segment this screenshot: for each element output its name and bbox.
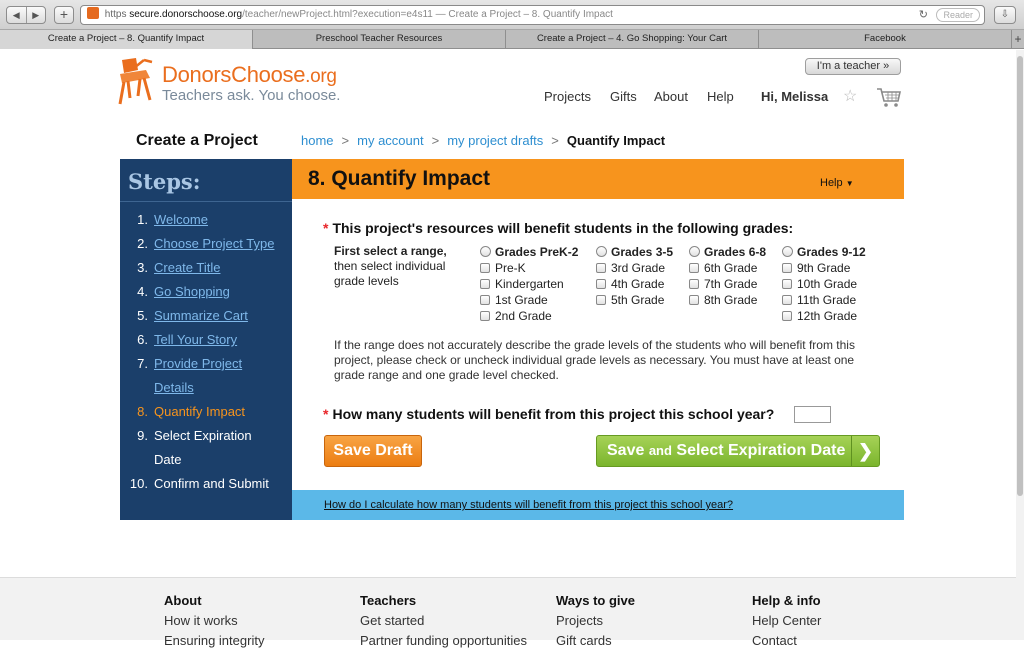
url-host: secure.donorschoose.org	[129, 9, 243, 20]
grade-range-radio[interactable]: Grades 3-5	[596, 245, 673, 261]
checkbox-icon	[782, 311, 792, 321]
tab-bar	[0, 30, 1024, 49]
footer-column-teachers	[360, 593, 527, 653]
step-tell-your-story[interactable]: 6. Tell Your Story	[137, 332, 238, 347]
cart-icon[interactable]	[876, 86, 902, 108]
checkbox-icon	[480, 295, 490, 305]
im-a-teacher-button[interactable]: I'm a teacher »	[805, 58, 901, 75]
footer-link[interactable]: Partner funding opportunities	[360, 633, 527, 648]
checkbox-icon	[596, 279, 606, 289]
grade-checkbox[interactable]: 2nd Grade	[480, 309, 578, 325]
footer-column-about	[164, 593, 264, 653]
chair-logo-icon	[114, 56, 158, 106]
nav-projects[interactable]: Projects	[544, 89, 591, 104]
footer-link[interactable]: Gift cards	[556, 633, 612, 648]
grade-range-radio[interactable]: Grades 6-8	[689, 245, 766, 261]
page-scrollbar[interactable]	[1016, 50, 1024, 640]
footer-link[interactable]: Contact	[752, 633, 797, 648]
step-select-expiration-date: 9. Select Expiration Date	[137, 428, 252, 467]
footer-column-help-info	[752, 593, 821, 653]
save-draft-button[interactable]: Save Draft	[324, 435, 422, 467]
step-choose-project-type[interactable]: 2. Choose Project Type	[137, 236, 275, 251]
grade-checkbox[interactable]: 4th Grade	[596, 277, 673, 293]
browser-tab[interactable]: Create a Project – 8. Quantify Impact	[0, 30, 253, 49]
help-banner	[292, 490, 904, 520]
grade-checkbox[interactable]: 3rd Grade	[596, 261, 673, 277]
step-confirm-and-submit: 10. Confirm and Submit	[129, 476, 269, 491]
required-asterisk: *	[323, 406, 329, 422]
radio-icon	[596, 246, 607, 257]
grade-checkbox[interactable]: 9th Grade	[782, 261, 866, 277]
browser-tab[interactable]: Create a Project – 4. Go Shopping: Your Cart	[506, 30, 759, 49]
breadcrumb-my-account[interactable]: my account	[357, 133, 424, 148]
url-path: /teacher/newProject.html?execution=e4s11 — Create a Project – 8. Quantify Impact	[242, 9, 613, 20]
site-logo[interactable]	[114, 56, 364, 108]
downloads-icon[interactable]: ⇩	[994, 6, 1016, 24]
checkbox-icon	[782, 263, 792, 273]
footer-link[interactable]: Help Center	[752, 613, 822, 628]
steps-sidebar	[120, 159, 292, 520]
reload-icon[interactable]: ↻	[918, 9, 928, 21]
required-asterisk: *	[323, 220, 329, 236]
grade-range-prek-2	[480, 245, 578, 325]
grade-checkbox[interactable]: Pre-K	[480, 261, 578, 277]
step-quantify-impact: 8. Quantify Impact	[137, 404, 246, 419]
grade-range-9-12	[782, 245, 866, 325]
grades-question: * This project's resources will benefit students in the following grades:	[323, 220, 794, 236]
new-tab-button[interactable]: +	[54, 6, 74, 24]
footer-link[interactable]: Projects	[556, 613, 603, 628]
footer-column-ways-to-give	[556, 593, 635, 653]
back-forward-buttons[interactable]	[6, 6, 46, 24]
help-dropdown[interactable]: Help ▼	[820, 177, 854, 189]
divider	[120, 201, 292, 202]
step-welcome[interactable]: 1. Welcome	[137, 212, 208, 227]
panel-header	[292, 159, 904, 199]
user-greeting[interactable]: Hi, Melissa	[761, 89, 829, 104]
grade-range-3-5	[596, 245, 673, 309]
grade-checkbox[interactable]: 10th Grade	[782, 277, 866, 293]
grade-range-radio[interactable]: Grades PreK-2	[480, 245, 578, 261]
grade-checkbox[interactable]: 1st Grade	[480, 293, 578, 309]
panel-title: 8. Quantify Impact	[308, 167, 491, 190]
breadcrumb: home > my account > my project drafts > Quantify Impact	[301, 133, 666, 148]
footer-link[interactable]: Ensuring integrity	[164, 633, 265, 648]
breadcrumb-current: Quantify Impact	[566, 133, 666, 148]
checkbox-icon	[782, 295, 792, 305]
browser-tab[interactable]: Facebook	[759, 30, 1012, 49]
step-summarize-cart[interactable]: 5. Summarize Cart	[137, 308, 248, 323]
url-scheme: https	[104, 9, 127, 20]
footer-link[interactable]: Get started	[360, 613, 425, 628]
grade-checkbox[interactable]: 12th Grade	[782, 309, 866, 325]
calculate-students-help-link[interactable]: How do I calculate how many students will benefit from this project this school year?	[324, 499, 734, 511]
steps-heading: Steps:	[128, 169, 201, 194]
breadcrumb-home[interactable]: home	[301, 133, 334, 148]
checkbox-icon	[480, 279, 490, 289]
address-bar[interactable]	[80, 5, 985, 25]
footer-heading: Help & info	[752, 593, 821, 608]
browser-toolbar	[0, 0, 1024, 30]
grade-checkbox[interactable]: Kindergarten	[480, 277, 578, 293]
checkbox-icon	[689, 263, 699, 273]
grade-checkbox[interactable]: 11th Grade	[782, 293, 866, 309]
chevron-right-icon: ❯	[851, 436, 879, 466]
grades-hint: First select a range, then select individual grade levels	[334, 244, 447, 288]
grade-range-radio[interactable]: Grades 9-12	[782, 245, 866, 261]
footer-heading: Ways to give	[556, 593, 635, 608]
reader-button[interactable]: Reader	[936, 8, 980, 22]
footer-heading: Teachers	[360, 593, 417, 608]
forward-icon[interactable]: ▶	[26, 7, 46, 23]
logo-tagline: Teachers ask. You choose.	[162, 87, 341, 104]
checkbox-icon	[596, 295, 606, 305]
footer-link[interactable]: How it works	[164, 613, 238, 628]
step-provide-project-details[interactable]: 7. Provide Project Details	[137, 356, 243, 395]
nav-gifts[interactable]: Gifts	[610, 89, 637, 104]
checkbox-icon	[596, 263, 606, 273]
grade-checkbox[interactable]: 7th Grade	[689, 277, 766, 293]
radio-icon	[689, 246, 700, 257]
step-go-shopping[interactable]: 4. Go Shopping	[137, 284, 230, 299]
caret-down-icon: ▼	[845, 179, 854, 188]
star-icon[interactable]: ☆	[843, 88, 858, 105]
back-icon[interactable]: ◀	[12, 10, 20, 20]
grade-checkbox[interactable]: 6th Grade	[689, 261, 766, 277]
student-count-input[interactable]	[794, 406, 831, 423]
breadcrumb-my-project-drafts[interactable]: my project drafts	[447, 133, 544, 148]
save-and-select-expiration-button[interactable]: Save and Select Expiration Date ❯	[596, 435, 880, 467]
page-title: Create a Project	[136, 132, 258, 149]
checkbox-icon	[689, 279, 699, 289]
add-tab-icon[interactable]: +	[1014, 32, 1022, 46]
step-create-title[interactable]: 3. Create Title	[137, 260, 221, 275]
grades-note: If the range does not accurately describe the grade levels of the students who will benefit from this project, please check or uncheck individual grade levels as necessary. You must have at least one grade range and one grade level checked.	[334, 338, 855, 382]
browser-tab[interactable]: Preschool Teacher Resources	[253, 30, 506, 49]
nav-help[interactable]: Help	[707, 89, 734, 104]
radio-icon	[782, 246, 793, 257]
radio-icon	[480, 246, 491, 257]
grade-checkbox[interactable]: 8th Grade	[689, 293, 766, 309]
checkbox-icon	[689, 295, 699, 305]
logo-wordmark: DonorsChoose.org	[162, 62, 337, 87]
checkbox-icon	[480, 311, 490, 321]
footer-heading: About	[164, 593, 202, 608]
grade-range-6-8	[689, 245, 766, 309]
grade-checkbox[interactable]: 5th Grade	[596, 293, 673, 309]
site-icon	[87, 7, 99, 19]
checkbox-icon	[782, 279, 792, 289]
students-question: * How many students will benefit from this project this school year?	[323, 406, 775, 422]
checkbox-icon	[480, 263, 490, 273]
nav-about[interactable]: About	[654, 89, 688, 104]
scrollbar-thumb[interactable]	[1017, 56, 1023, 496]
